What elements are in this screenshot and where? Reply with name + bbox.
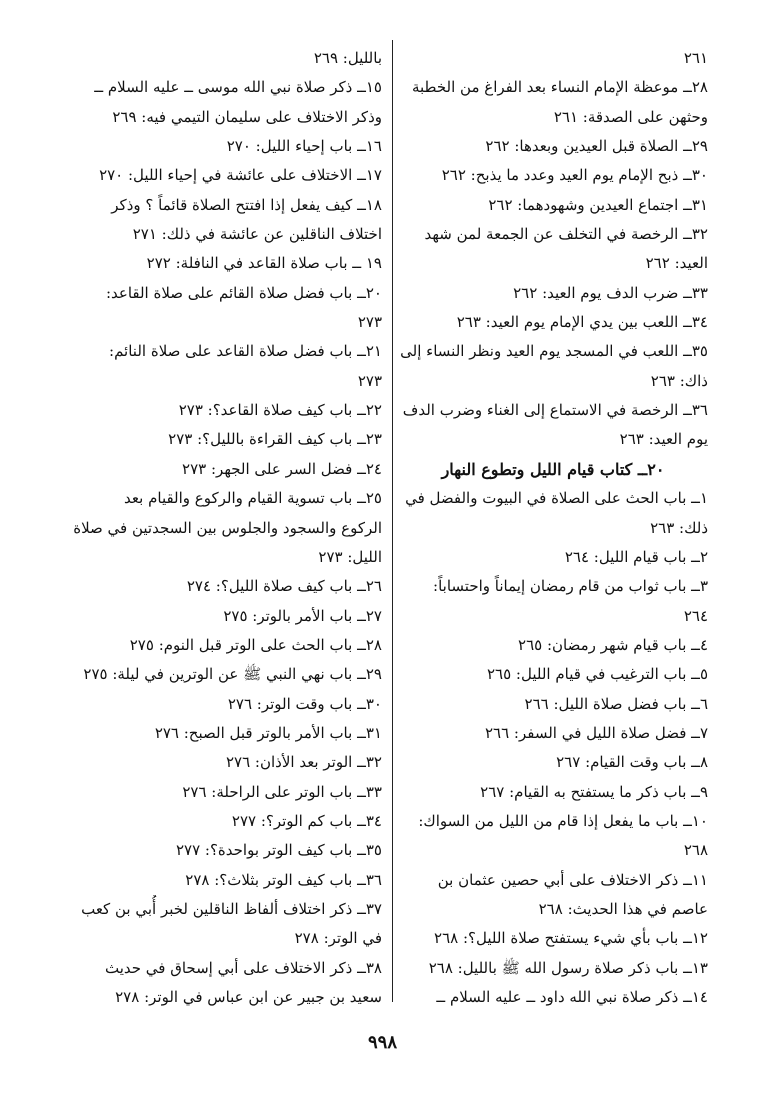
index-line: ٣ــ باب ثواب من قام رمضان إيماناً واحتساباً: — [433, 577, 708, 596]
index-line: اختلاف الناقلين عن عائشة في ذلك: ٢٧١ — [132, 225, 382, 244]
index-line: ٢٦٨ — [683, 841, 708, 860]
index-line: وذكر الاختلاف على سليمان التيمي فيه: ٢٦٩ — [112, 107, 382, 126]
index-line: يوم العيد: ٢٦٣ — [619, 430, 708, 449]
index-line: ١٢ــ باب بأي شيء يستفتح صلاة الليل؟: ٢٦٨ — [434, 929, 708, 948]
index-line: ٣٥ــ باب كيف الوتر بواحدة؟: ٢٧٧ — [175, 841, 382, 860]
index-line: ٢ــ باب قيام الليل: ٢٦٤ — [564, 547, 708, 566]
index-line: ١٨ــ كيف يفعل إذا افتتح الصلاة قائماً ؟ وذكر — [111, 195, 382, 214]
index-line: ٢٣ــ باب كيف القراءة بالليل؟: ٢٧٣ — [168, 430, 382, 449]
index-line: الليل: ٢٧٣ — [318, 547, 382, 566]
index-line: ٣١ــ باب الأمر بالوتر قبل الصبح: ٢٧٦ — [154, 723, 382, 742]
index-line: الركوع والسجود والجلوس بين السجدتين في صلاة — [73, 518, 382, 537]
index-line: ٢١ــ باب فضل صلاة القاعد على صلاة النائم: — [109, 342, 382, 361]
index-line: ٣٤ــ اللعب بين يدي الإمام يوم العيد: ٢٦٣ — [456, 313, 708, 332]
index-line: في الوتر: ٢٧٨ — [294, 929, 382, 948]
index-line: ٣٦ــ الرخصة في الاستماع إلى الغناء وضرب الدف — [402, 401, 708, 420]
index-line: ١٧ــ الاختلاف على عائشة في إحياء الليل: ٢٧٠ — [99, 166, 382, 185]
index-line: ٢٦ــ باب كيف صلاة الليل؟: ٢٧٤ — [186, 577, 382, 596]
index-line: ٤ــ باب قيام شهر رمضان: ٢٦٥ — [518, 635, 708, 654]
index-line: ١٤ــ ذكر صلاة نبي الله داود ــ عليه السلام ــ — [436, 988, 708, 1006]
index-line: ١٥ــ ذكر صلاة نبي الله موسى ــ عليه السلام ــ — [94, 78, 382, 97]
index-line: ٣٤ــ باب كم الوتر؟: ٢٧٧ — [231, 811, 382, 830]
index-line: ٢٦١ — [683, 49, 708, 67]
index-line: العيد: ٢٦٢ — [645, 254, 708, 273]
right-index-column — [398, 44, 708, 1012]
index-line: ٦ــ باب فضل صلاة الليل: ٢٦٦ — [524, 694, 708, 713]
index-line: ٨ــ باب وقت القيام: ٢٦٧ — [556, 753, 708, 772]
index-line: ٢٩ــ الصلاة قبل العيدين وبعدها: ٢٦٢ — [485, 137, 708, 156]
index-line: ٥ــ باب الترغيب في قيام الليل: ٢٦٥ — [486, 665, 708, 684]
index-line: ٣٧ــ ذكر اختلاف ألفاظ الناقلين لخبر أُبي بن كعب — [81, 899, 382, 918]
index-line: ذاك: ٢٦٣ — [650, 371, 708, 390]
index-line: ٢٨ــ موعظة الإمام النساء بعد الفراغ من الخطبة — [411, 78, 708, 97]
index-line: ١١ــ ذكر الاختلاف على أبي حصين عثمان بن — [437, 870, 708, 889]
index-line: ١ــ باب الحث على الصلاة في البيوت والفضل في — [405, 489, 708, 508]
index-line: ١٦ــ باب إحياء الليل: ٢٧٠ — [226, 137, 382, 156]
index-line: ٩ــ باب ذكر ما يستفتح به القيام: ٢٦٧ — [480, 782, 708, 801]
index-line: ٢٩ــ باب نهي النبي ﷺ عن الوترين في ليلة: ٢٧٥ — [83, 665, 382, 684]
left-index-column — [42, 44, 382, 1012]
page-number: ٩٩٨ — [367, 1032, 397, 1053]
index-line: ٢٨ــ باب الحث على الوتر قبل النوم: ٢٧٥ — [129, 635, 382, 654]
index-line: ٢٢ــ باب كيف صلاة القاعد؟: ٢٧٣ — [178, 401, 382, 420]
index-line: ٣٢ــ الوتر بعد الأذان: ٢٧٦ — [225, 753, 382, 772]
index-line: بالليل: ٢٦٩ — [313, 49, 382, 67]
index-line: ٢٧ــ باب الأمر بالوتر: ٢٧٥ — [223, 606, 382, 625]
index-line: ١٩ ــ باب صلاة القاعد في النافلة: ٢٧٢ — [146, 254, 382, 273]
index-line: ٣٠ــ ذبح الإمام يوم العيد وعدد ما يذبح: ٢٦٢ — [441, 166, 708, 185]
index-line: عاصم في هذا الحديث: ٢٦٨ — [538, 899, 708, 918]
index-line: ٣٣ــ باب الوتر على الراحلة: ٢٧٦ — [182, 782, 382, 801]
index-line: ١٣ــ باب ذكر صلاة رسول الله ﷺ بالليل: ٢٦٨ — [428, 958, 708, 977]
index-line: ٢٧٣ — [357, 371, 382, 390]
section-heading: ٢٠ــ كتاب قيام الليل وتطوع النهار — [441, 459, 665, 479]
index-line: وحثهن على الصدقة: ٢٦١ — [553, 107, 708, 126]
index-line: ٧ــ فضل صلاة الليل في السفر: ٢٦٦ — [484, 723, 708, 742]
index-line: ٣٥ــ اللعب في المسجد يوم العيد ونظر النساء إلى — [400, 342, 708, 361]
index-line: ٣٦ــ باب كيف الوتر بثلاث؟: ٢٧٨ — [185, 870, 382, 889]
index-line: ٣٣ــ ضرب الدف يوم العيد: ٢٦٢ — [513, 283, 708, 302]
index-line: ٣٨ــ ذكر الاختلاف على أبي إسحاق في حديث — [104, 958, 382, 977]
index-line: ٢٤ــ فضل السر على الجهر: ٢٧٣ — [182, 459, 382, 478]
index-line: ٣٢ــ الرخصة في التخلف عن الجمعة لمن شهد — [424, 225, 708, 244]
index-line: ٢٥ــ باب تسوية القيام والركوع والقيام بعد — [124, 489, 382, 508]
index-line: ٢٧٣ — [357, 313, 382, 332]
index-line: سعيد بن جبير عن ابن عباس في الوتر: ٢٧٨ — [115, 988, 382, 1006]
index-line: ١٠ــ باب ما يفعل إذا قام من الليل من السواك: — [418, 811, 708, 830]
column-divider — [392, 40, 393, 1002]
index-line: ٢٠ــ باب فضل صلاة القائم على صلاة القاعد: — [105, 283, 382, 302]
index-line: ٣٠ــ باب وقت الوتر: ٢٧٦ — [227, 694, 382, 713]
index-line: ٢٦٤ — [683, 606, 708, 625]
index-line: ذلك: ٢٦٣ — [650, 518, 708, 537]
index-line: ٣١ــ اجتماع العيدين وشهودهما: ٢٦٢ — [488, 195, 708, 214]
